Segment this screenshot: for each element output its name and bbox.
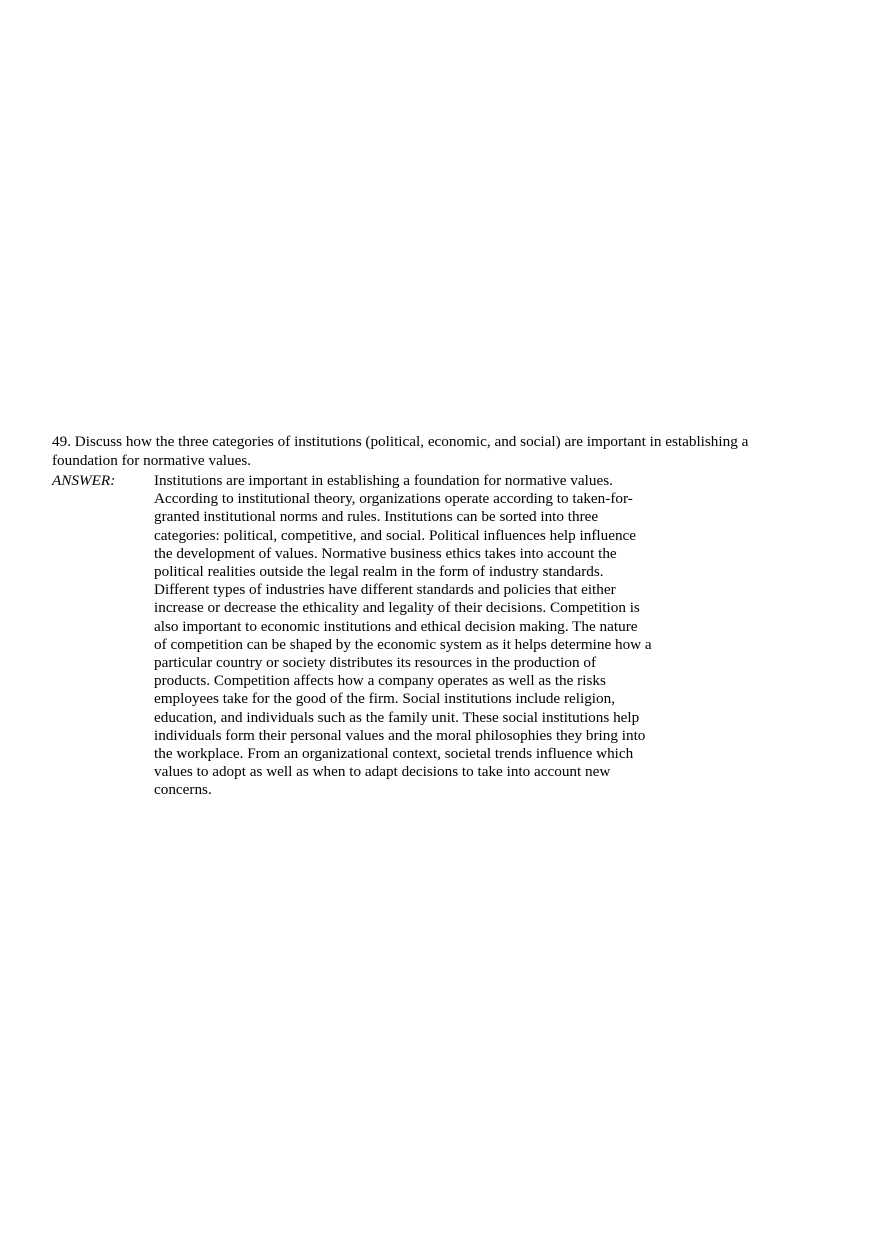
answer-line: the development of values. Normative business ethics takes into account the bbox=[154, 544, 617, 562]
answer-line: political realities outside the legal realm in the form of industry standards. bbox=[154, 563, 604, 581]
answer-line: the workplace. From an organizational context, societal trends influence which bbox=[154, 745, 634, 763]
answer-body bbox=[154, 472, 694, 800]
answer-line: increase or decrease the ethicality and legality of their decisions. Competition is bbox=[154, 599, 640, 617]
answer-line: categories: political, competitive, and social. Political influences help influence bbox=[154, 526, 637, 544]
answer-line: of competition can be shaped by the economic system as it helps determine how a bbox=[154, 635, 652, 653]
answer-line: particular country or society distributes its resources in the production of bbox=[154, 654, 597, 672]
answer-line: also important to economic institutions and ethical decision making. The nature bbox=[154, 617, 638, 635]
question-text: Discuss how the three categories of institutions (political, economic, and social) are important in establishing a foundation for normative values. bbox=[52, 433, 749, 469]
answer-label: ANSWER: bbox=[52, 472, 116, 489]
answer-line: values to adopt as well as when to adapt decisions to take into account new bbox=[154, 763, 611, 781]
answer-line: individuals form their personal values and the moral philosophies they bring into bbox=[154, 726, 646, 744]
answer-line: products. Competition affects how a company operates as well as the risks bbox=[154, 672, 606, 690]
answer-line: Institutions are important in establishing a foundation for normative values. bbox=[154, 472, 613, 489]
answer-line: education, and individuals such as the family unit. These social institutions help bbox=[154, 708, 640, 726]
question-number: 49. bbox=[52, 433, 71, 450]
answer-line: According to institutional theory, organizations operate according to taken-for- bbox=[154, 490, 633, 508]
question-49 bbox=[52, 432, 797, 470]
answer-line: Different types of industries have different standards and policies that either bbox=[154, 581, 616, 599]
answer-line: granted institutional norms and rules. Institutions can be sorted into three bbox=[154, 508, 599, 526]
answer-line: employees take for the good of the firm. Social institutions include religion, bbox=[154, 690, 616, 708]
answer-line: concerns. bbox=[154, 781, 212, 799]
